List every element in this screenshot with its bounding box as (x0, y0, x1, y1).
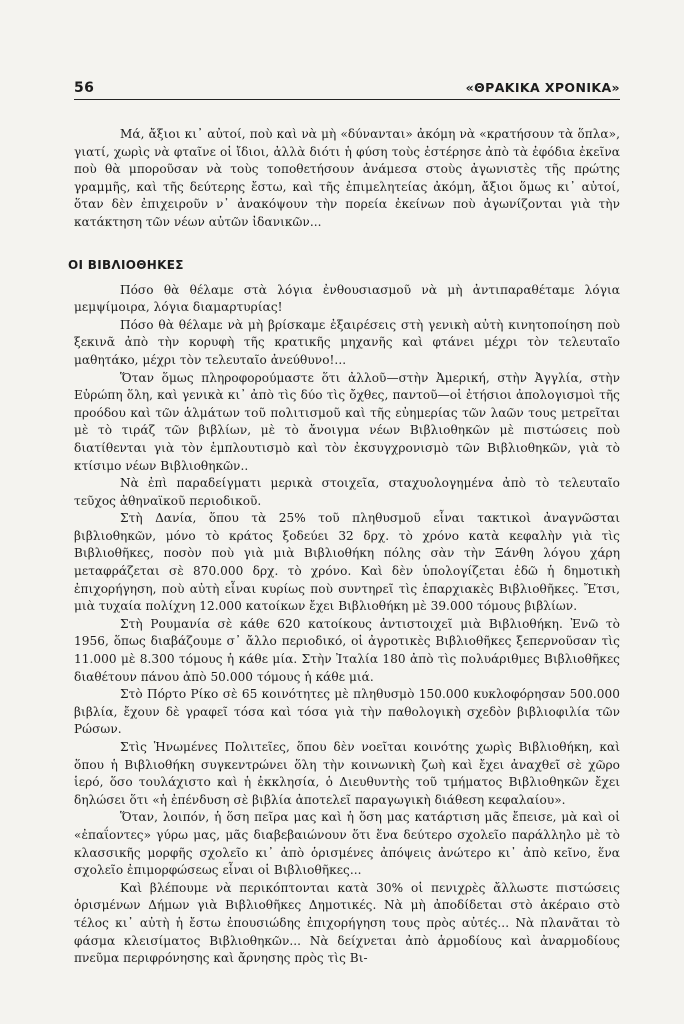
intro-section (74, 126, 620, 232)
article-body (74, 282, 620, 968)
body-paragraph: Ὅταν, λοιπόν, ἡ ὅση πεῖρα μας καὶ ἡ ὅση μας κατάρτιση μᾶς ἔπεισε, μὰ καὶ οἱ «ἐπαΐοντες» γύρω μας, μᾶς διαβεβαιώνουν ὅτι ἕνα δεύτερο σχολεῖο παράλληλο μὲ τὸ κλασσικῆς μορφῆς σχολεῖο κι᾽ ἀπὸ ὁρισμένες ἀπόψεις ἀνώτερο κι᾽ ἀπὸ κεῖνο, ἕνα σχολεῖο ἐπιμορφώσεως εἶναι οἱ Βιβλιοθῆκες... (74, 810, 620, 878)
running-header (74, 80, 620, 100)
body-paragraph: Στὸ Πόρτο Ρίκο σὲ 65 κοινότητες μὲ πληθυσμὸ 150.000 κυκλοφόρησαν 500.000 βιβλία, ἔχουν δὲ γραφεῖ τόσα καὶ τόσα γιὰ τὴν παθολογικὴ σχεδὸν βιβλιοφιλία τῶν Ρώσων. (74, 687, 620, 737)
page-number: 56 (74, 80, 95, 96)
body-paragraph: Στὴ Ρουμανία σὲ κάθε 620 κατοίκους ἀντιστοιχεῖ μιὰ Βιβλιοθήκη. Ἐνῶ τὸ 1956, ὅπως διαβάζουμε σ᾽ ἄλλο περιοδικό, οἱ ἀγροτικὲς Βιβλιοθῆκες ξεπερνοῦσαν τὶς 11.000 μὲ 8.300 τόμους ἡ κάθε μία. Στὴν Ἰταλία 180 ἀπὸ τὶς πολυάριθμες Βιβλιοθῆκες διαθέτουν πάνου ἀπὸ 50.000 τόμους ἡ κάθε μιά. (74, 616, 620, 684)
body-paragraph: Πόσο θὰ θέλαμε νὰ μὴ βρίσκαμε ἐξαιρέσεις στὴ γενικὴ αὐτὴ κινητοποίηση ποὺ ξεκινᾶ ἀπὸ τὴν κορυφὴ τῆς κρατικῆς μηχανῆς καὶ φτάνει μέχρι τὸν τελευταῖο μαθητάκο, μέχρι τὸν τελευταῖο ἀνεύθυνο!... (74, 317, 620, 367)
body-paragraph: Νὰ ἐπὶ παραδείγματι μερικὰ στοιχεῖα, σταχυολογημένα ἀπὸ τὸ τελευταῖο τεῦχος ἀθηναϊκοῦ περιοδικοῦ. (74, 476, 620, 508)
body-paragraph: Ὅταν ὅμως πληροφορούμαστε ὅτι ἀλλοῦ—στὴν Ἀμερική, στὴν Ἀγγλία, στὴν Εὐρώπη ὅλη, καὶ γενικὰ κι᾽ ἀπὸ τὶς δύο τὶς ὄχθες, παντοῦ—οἱ ἐτήσιοι ἀπολογισμοὶ τῆς προόδου καὶ τῶν ἁλμάτων τοῦ πολιτισμοῦ καὶ τῆς εὐημερίας τῶν λαῶν τους μετρεῖται μὲ τὸ τιράζ τῶν βιβλίων, μὲ τὸ ἄνοιγμα νέων Βιβλιοθηκῶν μὲ πιστώσεις ποὺ διατίθενται γιὰ τὸν ἐμπλουτισμὸ καὶ τὸν ἐκσυγχρονισμὸ τῶν Βιβλιοθηκῶν, γιὰ τὸ κτίσιμο νέων Βιβλιοθηκῶν.. (74, 370, 620, 473)
body-paragraph: Καὶ βλέπουμε νὰ περικόπτονται κατὰ 30% οἱ πενιχρὲς ἄλλωστε πιστώσεις ὁρισμένων Δήμων γιὰ Βιβλιοθῆκες Δημοτικές. Νὰ μὴ ἀποδίδεται στὸ ἀκέραιο στὸ τέλος κι᾽ αὐτὴ ἡ ἔστω ἐπουσιώδης ἐπιχορήγηση τους πρὸς αὐτές... Νὰ πλανᾶται τὸ φάσμα κλεισίματος Βιβλιοθηκῶν... Νὰ δείχνεται ἀπὸ ἁρμοδίους καὶ ἀναρμοδίους πνεῦμα περιφρόνησης καὶ ἄρνησης πρὸς τὶς Βι- (74, 880, 620, 966)
intro-paragraph: Μά, ἄξιοι κι᾽ αὐτοί, ποὺ καὶ νὰ μὴ «δύνανται» ἀκόμη νὰ «κρατήσουν τὰ ὅπλα», γιατί, χωρὶς νὰ φταῖνε οἱ ἴδιοι, ἀλλὰ διότι ἡ φύση τοὺς ἐστέρησε ἀπὸ τὰ ἐφόδια ἐκεῖνα ποὺ θὰ μποροῦσαν νὰ τοὺς τοποθετήσουν ἀνάμεσα στοὺς ἀγωνιστὲς τῆς πρώτης γραμμῆς, καὶ τῆς δεύτερης ἔστω, καὶ τῆς ἐπιμελητείας ἀκόμη, ἄξιοι ὅμως κι᾽ αὐτοί, ὅταν δὲν ἐπιχειροῦν ν᾽ ἀνακόψουν τὴν πορεία ἐκείνων ποὺ ἀγωνίζονται γιὰ τὴν κατάκτηση τῶν νέων αὐτῶν ἰδανικῶν... (74, 127, 620, 229)
document-page (68, 80, 620, 968)
journal-title: «ΘΡΑΚΙΚΑ ΧΡΟΝΙΚΑ» (465, 80, 620, 95)
body-paragraph: Πόσο θὰ θέλαμε στὰ λόγια ἐνθουσιασμοῦ νὰ μὴ ἀντιπαραθέταμε λόγια μεμψίμοιρα, λόγια διαμαρτυρίας! (74, 282, 620, 315)
body-paragraph: Στὶς Ἡνωμένες Πολιτεῖες, ὅπου δὲν νοεῖται κοινότης χωρὶς Βιβλιοθήκη, καὶ ὅπου ἡ Βιβλιοθήκη συγκεντρώνει ὅλη τὴν κοινωνικὴ ζωὴ καὶ ἔχει ἀναχθεῖ σὲ χῶρο ἱερό, ὅσο τουλάχιστο καὶ ἡ ἐκκλησία, ὁ Διευθυντὴς τοῦ τμήματος Βιβλιοθηκῶν ἔχει δηλώσει ὅτι «ἡ ἐπένδυση σὲ βιβλία ἀποτελεῖ παραγωγικὴ διάθεση κεφαλαίου». (74, 740, 620, 807)
section-heading: ΟΙ ΒΙΒΛΙΟΘΗΚΕΣ (68, 257, 184, 272)
body-paragraph: Στὴ Δανία, ὅπου τὰ 25% τοῦ πληθυσμοῦ εἶναι τακτικοὶ ἀναγνῶσται βιβλιοθηκῶν, μόνο τὸ κράτος ξοδεύει 32 δρχ. τὸ χρόνο κατὰ κεφαλὴν γιὰ τὶς Βιβλιοθῆκες, ποσὸν ποὺ γιὰ μιὰ Βιβλιοθήκη πόλης σὰν τὴν Ξάνθη λόγου χάρη μεταφράζεται σὲ 870.000 δρχ. τὸ χρόνο. Καὶ δὲν ὑπολογίζεται ἐδῶ ἡ δημοτικὴ ἐπιχορήγηση, ποὺ αὐτὴ εἶναι κυρίως ποὺ συντηρεῖ τὶς ἐπαρχιακὲς Βιβλιοθῆκες. Ἔτσι, μιὰ τυχαία πολίχνη 12.000 κατοίκων ἔχει Βιβλιοθήκη μὲ 39.000 τόμους βιβλίων. (74, 511, 620, 614)
